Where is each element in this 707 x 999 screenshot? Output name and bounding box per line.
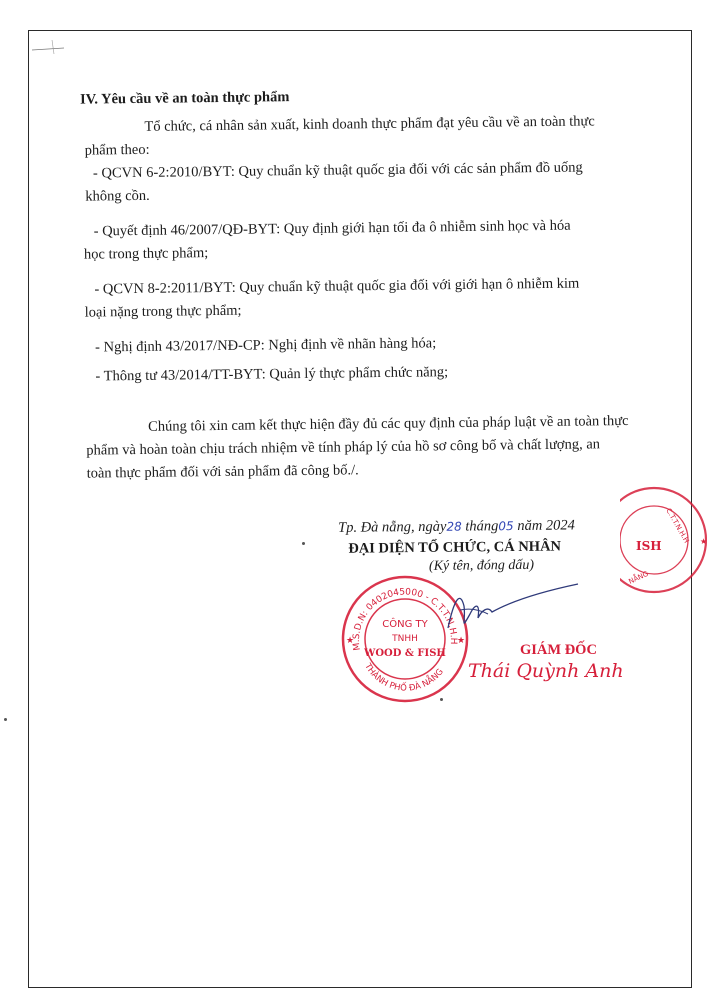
date-month: 05: [498, 519, 514, 534]
commitment-line-1: Chúng tôi xin cam kết thực hiện đầy đủ các quy định của pháp luật về an toàn thực: [148, 412, 629, 435]
partial-stamp-text: ISH: [636, 539, 662, 553]
regulation-item-1-line-2: không cồn.: [85, 187, 150, 205]
director-title: GIÁM ĐỐC: [520, 642, 597, 658]
regulation-item-1-line-1: - QCVN 6-2:2010/BYT: Quy chuẩn kỹ thuật quốc gia đối với các sản phẩm đồ uống: [92, 159, 583, 182]
intro-line-2: phẩm theo:: [84, 141, 150, 159]
stamp-line-3: WOOD & FISH: [364, 648, 446, 659]
partial-stamp-top-text: C.T.T.N.H.H: [664, 507, 691, 545]
signature-block: [326, 517, 617, 576]
scan-dot: [440, 698, 443, 701]
regulation-item-2-line-1: - Quyết định 46/2007/QĐ-BYT: Quy định giới hạn tối đa ô nhiễm sinh học và hóa: [93, 217, 571, 240]
sign-note: (Ký tên, đóng dấu): [428, 557, 535, 574]
stamp-line-1: CÔNG TY: [382, 619, 428, 630]
svg-text:THÀNH PHỐ ĐÀ NẴNG: [362, 661, 446, 694]
regulation-item-3-line-1: - QCVN 8-2:2011/BYT: Quy chuẩn kỹ thuật quốc gia đối với giới hạn ô nhiễm kim: [94, 275, 580, 298]
svg-text:★: ★: [700, 537, 707, 546]
scan-mark-icon: [30, 36, 70, 56]
stamp-outer-text: M.S.D.N: 0402045000 - C.T.T.N.H.H: [351, 587, 459, 651]
section-heading: IV. Yêu cầu về an toàn thực phẩm: [79, 89, 290, 108]
representative-title: ĐẠI DIỆN TỔ CHỨC, CÁ NHÂN: [348, 538, 562, 557]
regulation-item-4: - Nghị định 43/2017/NĐ-CP: Nghị định về nhãn hàng hóa;: [95, 335, 437, 356]
partial-stamp-bottom-text: NẴNG: [627, 569, 650, 586]
handwritten-signature-icon: [430, 580, 580, 640]
signing-date: Tp. Đà nẵng, ngày28 tháng05 năm 2024: [337, 517, 575, 536]
commitment-line-2: phẩm và hoàn toàn chịu trách nhiệm về tính pháp lý của hồ sơ công bố và chất lượng, an: [86, 436, 601, 459]
stamp-bottom-text: THÀNH PHỐ ĐÀ NẴNG: [362, 661, 446, 694]
scan-dot: [302, 542, 305, 545]
regulation-item-3-line-2: loại nặng trong thực phẩm;: [84, 302, 242, 321]
regulation-item-2-line-2: học trong thực phẩm;: [83, 245, 209, 263]
svg-text:★: ★: [346, 635, 355, 645]
scan-dot: [4, 718, 7, 721]
partial-stamp-icon: [620, 480, 707, 600]
regulation-item-5: - Thông tư 43/2014/TT-BYT: Quản lý thực phẩm chức năng;: [95, 364, 449, 385]
intro-line-1: Tổ chức, cá nhân sản xuất, kinh doanh thực phẩm đạt yêu cầu về an toàn thực: [144, 113, 595, 135]
svg-text:★: ★: [457, 635, 466, 645]
stamp-line-2: TNHH: [392, 634, 418, 644]
commitment-line-3: toàn thực phẩm đối với sản phẩm đã công bố./.: [86, 462, 359, 482]
document-body: [52, 85, 657, 486]
date-day: 28: [446, 519, 462, 534]
director-name: Thái Quỳnh Anh: [468, 660, 624, 682]
